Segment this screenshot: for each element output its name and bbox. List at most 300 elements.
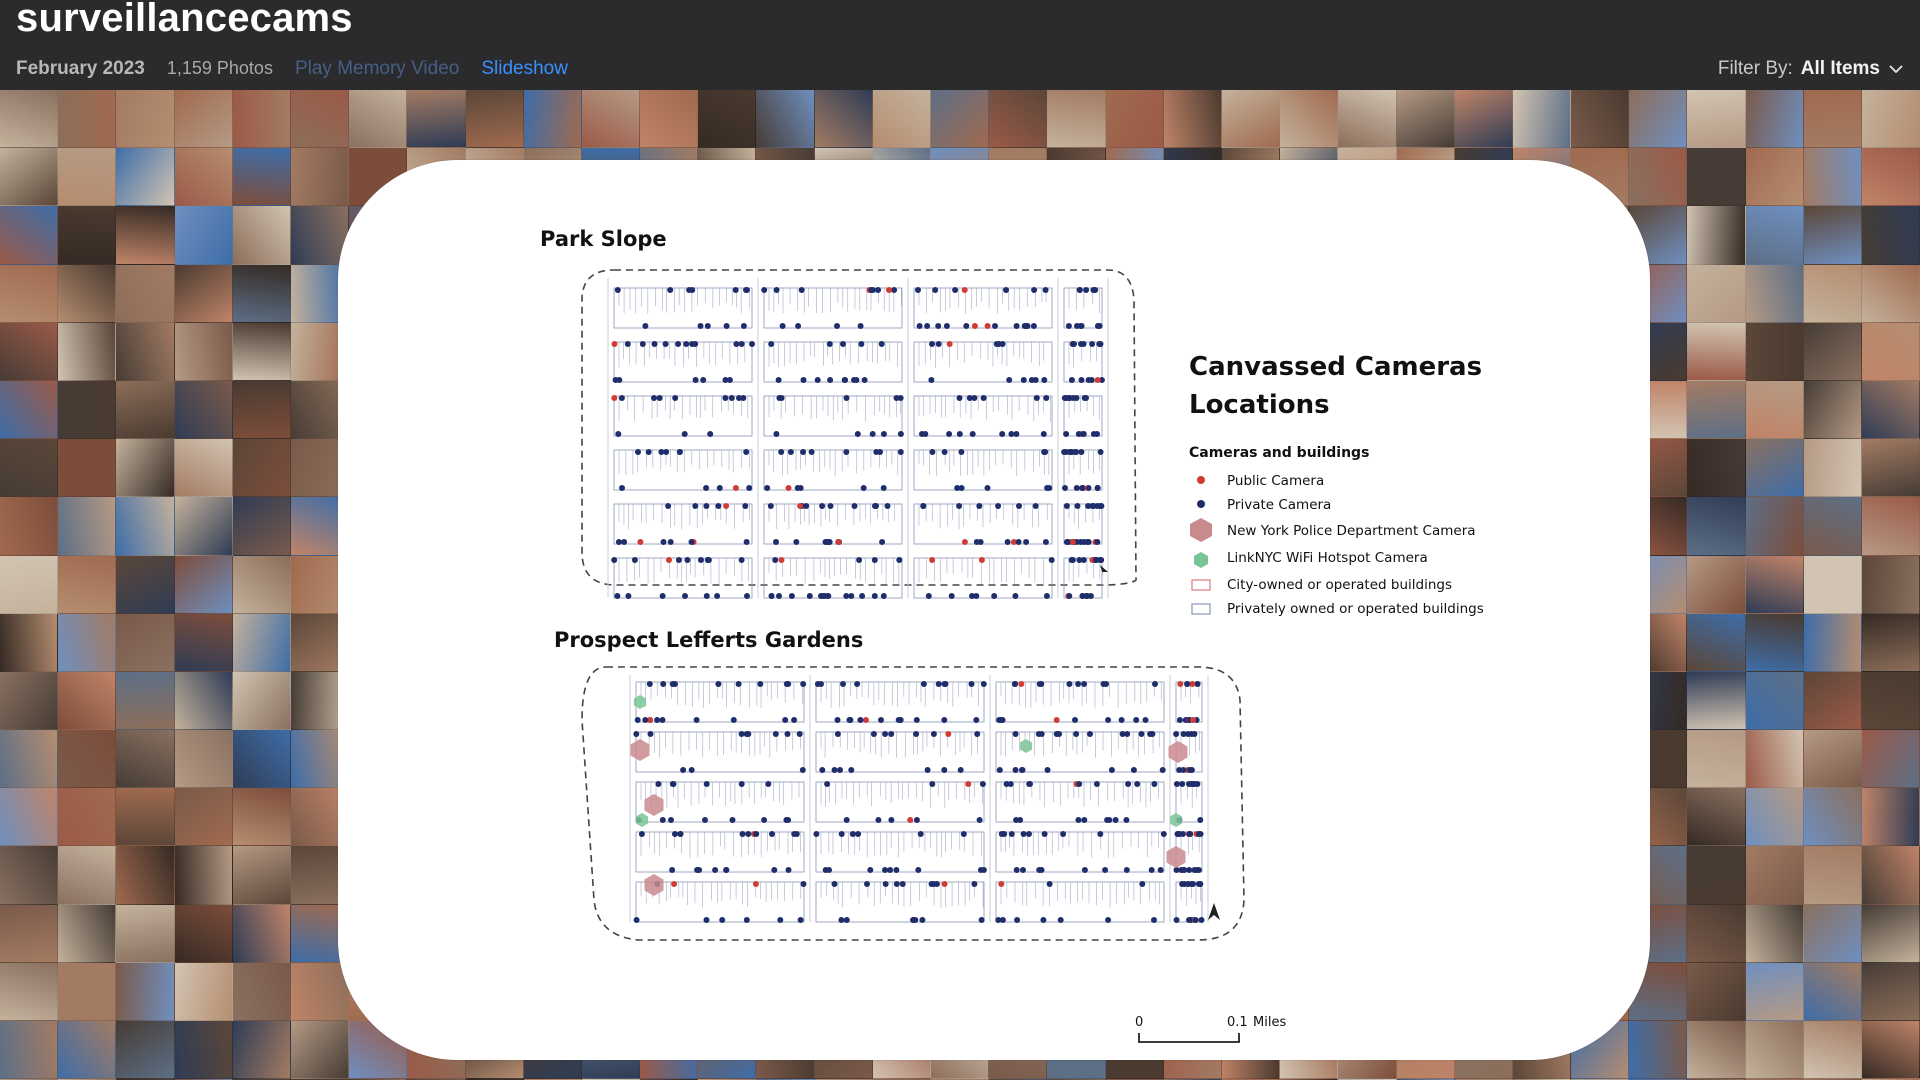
photo-thumbnail[interactable]: [1862, 90, 1920, 148]
photo-thumbnail[interactable]: [116, 206, 174, 264]
photo-thumbnail[interactable]: [1746, 846, 1804, 904]
private-camera-dot: [704, 917, 710, 923]
photo-thumbnail[interactable]: [233, 323, 291, 381]
hexagon-icon: [1190, 518, 1212, 542]
photo-thumbnail[interactable]: [175, 788, 233, 846]
private-camera-dot: [689, 767, 695, 773]
photo-thumbnail[interactable]: [0, 846, 58, 904]
private-camera-dot: [877, 449, 883, 455]
photo-thumbnail[interactable]: [58, 148, 116, 206]
photo-thumbnail[interactable]: [1687, 381, 1745, 439]
photo-thumbnail[interactable]: [0, 206, 58, 264]
private-camera-dot: [941, 767, 947, 773]
private-camera-dot: [832, 881, 838, 887]
photo-thumbnail[interactable]: [233, 439, 291, 497]
photo-thumbnail[interactable]: [58, 90, 116, 148]
private-camera-dot: [958, 767, 964, 773]
photo-thumbnail[interactable]: [0, 90, 58, 148]
private-camera-dot: [684, 557, 690, 563]
photo-thumbnail[interactable]: [1746, 730, 1804, 788]
linknyc-camera-hexagon: [1170, 813, 1182, 827]
photo-thumbnail[interactable]: [1746, 614, 1804, 672]
photo-thumbnail[interactable]: [1862, 905, 1920, 963]
private-camera-dot: [801, 881, 807, 887]
photo-thumbnail[interactable]: [1746, 206, 1804, 264]
photo-thumbnail[interactable]: [175, 497, 233, 555]
photo-thumbnail[interactable]: [1862, 323, 1920, 381]
private-camera-dot: [686, 287, 692, 293]
private-camera-dot: [1191, 781, 1197, 787]
photo-thumbnail[interactable]: [116, 730, 174, 788]
private-camera-dot: [1081, 681, 1087, 687]
photo-thumbnail[interactable]: [116, 905, 174, 963]
photo-thumbnail[interactable]: [1687, 148, 1745, 206]
photo-thumbnail[interactable]: [1804, 905, 1862, 963]
play-memory-video-button[interactable]: Play Memory Video: [294, 58, 460, 79]
photo-thumbnail[interactable]: [1862, 672, 1920, 730]
photo-thumbnail[interactable]: [233, 497, 291, 555]
private-camera-dot: [976, 503, 982, 509]
photo-thumbnail[interactable]: [233, 148, 291, 206]
photo-thumbnail[interactable]: [1804, 846, 1862, 904]
photo-thumbnail[interactable]: [116, 381, 174, 439]
photo-thumbnail[interactable]: [0, 1021, 58, 1079]
private-camera-dot: [779, 395, 785, 401]
private-camera-dot: [746, 485, 752, 491]
private-camera-dot: [723, 377, 729, 383]
private-camera-dot: [675, 341, 681, 347]
building-block: [614, 342, 752, 382]
photo-thumbnail[interactable]: [1862, 148, 1920, 206]
photo-thumbnail[interactable]: [233, 614, 291, 672]
private-camera-dot: [799, 287, 805, 293]
private-camera-dot: [971, 881, 977, 887]
photo-thumbnail[interactable]: [1862, 963, 1920, 1021]
private-camera-dot: [956, 503, 962, 509]
photo-thumbnail[interactable]: [233, 730, 291, 788]
photo-thumbnail[interactable]: [58, 381, 116, 439]
photo-thumbnail[interactable]: [175, 148, 233, 206]
photo-thumbnail[interactable]: [582, 90, 640, 148]
private-camera-dot: [856, 557, 862, 563]
private-camera-dot: [1196, 831, 1202, 837]
photo-thumbnail[interactable]: [233, 381, 291, 439]
photo-thumbnail[interactable]: [233, 206, 291, 264]
photo-thumbnail[interactable]: [1746, 963, 1804, 1021]
photo-thumbnail[interactable]: [1804, 206, 1862, 264]
photo-thumbnail[interactable]: [873, 90, 931, 148]
app-title: surveillancecams: [16, 0, 353, 40]
private-camera-dot: [661, 539, 667, 545]
private-camera-dot: [843, 593, 849, 599]
photo-thumbnail[interactable]: [931, 90, 989, 148]
photo-thumbnail[interactable]: [1804, 381, 1862, 439]
private-camera-dot: [1160, 767, 1166, 773]
private-camera-dot: [1069, 557, 1075, 563]
private-camera-dot: [749, 341, 755, 347]
slideshow-button[interactable]: Slideshow: [481, 58, 568, 79]
photo-thumbnail[interactable]: [1746, 265, 1804, 323]
private-camera-dot: [723, 867, 729, 873]
private-camera-dot: [875, 287, 881, 293]
photo-thumbnail[interactable]: [175, 439, 233, 497]
photo-thumbnail[interactable]: [1687, 846, 1745, 904]
private-camera-dot: [925, 767, 931, 773]
private-camera-dot: [739, 731, 745, 737]
private-camera-dot: [625, 341, 631, 347]
private-camera-dot: [929, 449, 935, 455]
photo-thumbnail[interactable]: [58, 846, 116, 904]
photo-thumbnail[interactable]: [1687, 1021, 1745, 1079]
private-camera-dot: [969, 593, 975, 599]
photo-thumbnail[interactable]: [1804, 672, 1862, 730]
photo-thumbnail[interactable]: [466, 90, 524, 148]
private-camera-dot: [824, 539, 830, 545]
photo-thumbnail[interactable]: [1862, 497, 1920, 555]
photo-thumbnail[interactable]: [1280, 90, 1338, 148]
photo-thumbnail[interactable]: [0, 381, 58, 439]
private-camera-dot: [667, 287, 673, 293]
photo-thumbnail[interactable]: [0, 730, 58, 788]
legend-linknyc-camera: LinkNYC WiFi Hotspot Camera: [1227, 550, 1428, 566]
private-camera-dot: [1073, 731, 1079, 737]
photo-thumbnail[interactable]: [58, 730, 116, 788]
photo-thumbnail[interactable]: [0, 556, 58, 614]
private-camera-dot: [672, 395, 678, 401]
private-camera-dot: [1174, 781, 1180, 787]
private-camera-dot: [715, 503, 721, 509]
photo-thumbnail[interactable]: [1746, 905, 1804, 963]
photo-thumbnail[interactable]: [1862, 788, 1920, 846]
photo-thumbnail[interactable]: [175, 1021, 233, 1079]
photo-thumbnail[interactable]: [1862, 556, 1920, 614]
photo-thumbnail[interactable]: [1746, 556, 1804, 614]
private-camera-dot: [780, 323, 786, 329]
private-camera-dot: [974, 731, 980, 737]
photo-thumbnail[interactable]: [1687, 905, 1745, 963]
private-camera-dot: [761, 287, 767, 293]
private-camera-dot: [826, 867, 832, 873]
photo-thumbnail[interactable]: [1397, 90, 1455, 148]
photo-thumbnail[interactable]: [116, 265, 174, 323]
photo-thumbnail[interactable]: [1862, 265, 1920, 323]
private-camera-dot: [1017, 817, 1023, 823]
private-camera-dot: [1038, 681, 1044, 687]
photo-thumbnail[interactable]: [233, 788, 291, 846]
green-hexagon-icon: [1194, 552, 1208, 568]
photo-thumbnail[interactable]: [233, 905, 291, 963]
photo-thumbnail[interactable]: [1746, 1021, 1804, 1079]
photo-thumbnail[interactable]: [1804, 323, 1862, 381]
private-camera-dot: [957, 395, 963, 401]
photo-thumbnail[interactable]: [407, 90, 465, 148]
photo-thumbnail[interactable]: [175, 381, 233, 439]
photo-thumbnail[interactable]: [58, 963, 116, 1021]
private-camera-dot: [683, 341, 689, 347]
photo-thumbnail[interactable]: [116, 323, 174, 381]
photo-thumbnail[interactable]: [1862, 206, 1920, 264]
photo-thumbnail[interactable]: [0, 323, 58, 381]
photo-thumbnail[interactable]: [58, 497, 116, 555]
photo-thumbnail[interactable]: [58, 1021, 116, 1079]
photo-thumbnail[interactable]: [116, 556, 174, 614]
private-camera-dot: [1078, 449, 1084, 455]
photo-thumbnail[interactable]: [1629, 90, 1687, 148]
private-camera-dot: [844, 395, 850, 401]
photo-thumbnail[interactable]: [1862, 439, 1920, 497]
photo-thumbnail[interactable]: [58, 206, 116, 264]
private-camera-dot: [995, 503, 1001, 509]
private-camera-dot: [1087, 731, 1093, 737]
public-camera-dot: [907, 817, 913, 823]
legend-private-camera: Private Camera: [1227, 497, 1332, 513]
photo-thumbnail[interactable]: [756, 90, 814, 148]
photo-thumbnail[interactable]: [1804, 148, 1862, 206]
private-camera-dot: [924, 323, 930, 329]
photo-thumbnail[interactable]: [349, 90, 407, 148]
photo-thumbnail[interactable]: [116, 1021, 174, 1079]
private-camera-dot: [1196, 881, 1202, 887]
photo-thumbnail[interactable]: [989, 90, 1047, 148]
private-camera-dot: [1014, 867, 1020, 873]
photo-thumbnail[interactable]: [116, 788, 174, 846]
photo-thumbnail[interactable]: [175, 730, 233, 788]
photo-thumbnail[interactable]: [1746, 788, 1804, 846]
private-camera-dot: [1081, 817, 1087, 823]
photo-thumbnail[interactable]: [1047, 90, 1105, 148]
photo-thumbnail[interactable]: [0, 963, 58, 1021]
photo-thumbnail[interactable]: [1804, 90, 1862, 148]
private-camera-dot: [881, 593, 887, 599]
private-camera-dot: [1001, 831, 1007, 837]
photo-thumbnail[interactable]: [0, 788, 58, 846]
public-camera-dot: [671, 881, 677, 887]
private-camera-dot: [1026, 831, 1032, 837]
private-camera-dot: [1006, 377, 1012, 383]
photo-thumbnail[interactable]: [1804, 730, 1862, 788]
photo-thumbnail[interactable]: [175, 963, 233, 1021]
legend-heading: Cameras and buildings: [1189, 445, 1370, 461]
private-camera-dot: [926, 593, 932, 599]
photo-thumbnail[interactable]: [233, 1021, 291, 1079]
private-camera-dot: [1191, 731, 1197, 737]
private-camera-dot: [703, 503, 709, 509]
photo-thumbnail[interactable]: [58, 614, 116, 672]
private-camera-dot: [1102, 867, 1108, 873]
photo-thumbnail[interactable]: [175, 206, 233, 264]
private-camera-dot: [915, 287, 921, 293]
private-camera-dot: [1076, 781, 1082, 787]
photo-thumbnail[interactable]: [1513, 90, 1571, 148]
photo-thumbnail[interactable]: [175, 905, 233, 963]
private-camera-dot: [885, 503, 891, 509]
private-camera-dot: [935, 323, 941, 329]
photo-thumbnail[interactable]: [175, 614, 233, 672]
private-camera-dot: [1070, 341, 1076, 347]
private-camera-dot: [958, 449, 964, 455]
photo-thumbnail[interactable]: [175, 323, 233, 381]
photo-thumbnail[interactable]: [1455, 90, 1513, 148]
photo-thumbnail[interactable]: [1687, 497, 1745, 555]
photo-thumbnail[interactable]: [1804, 963, 1862, 1021]
photo-thumbnail[interactable]: [1687, 265, 1745, 323]
photo-thumbnail[interactable]: [116, 439, 174, 497]
photo-thumbnail[interactable]: [1746, 323, 1804, 381]
photo-thumbnail[interactable]: [175, 672, 233, 730]
photo-thumbnail[interactable]: [1687, 323, 1745, 381]
photo-thumbnail[interactable]: [1804, 556, 1862, 614]
photo-thumbnail[interactable]: [58, 556, 116, 614]
photo-thumbnail[interactable]: [1746, 90, 1804, 148]
photo-thumbnail[interactable]: [116, 963, 174, 1021]
photo-thumbnail[interactable]: [0, 439, 58, 497]
private-camera-dot: [994, 341, 1000, 347]
photo-thumbnail[interactable]: [1804, 497, 1862, 555]
photo-thumbnail[interactable]: [1862, 381, 1920, 439]
photo-thumbnail[interactable]: [1687, 556, 1745, 614]
private-camera-dot: [668, 539, 674, 545]
photo-thumbnail[interactable]: [0, 614, 58, 672]
photo-thumbnail[interactable]: [1106, 90, 1164, 148]
photo-thumbnail[interactable]: [1687, 788, 1745, 846]
private-camera-dot: [658, 449, 664, 455]
photo-thumbnail[interactable]: [1746, 497, 1804, 555]
private-camera-dot: [791, 717, 797, 723]
photo-thumbnail[interactable]: [233, 846, 291, 904]
scale-bar: [1139, 1033, 1239, 1042]
filter-dropdown[interactable]: [1718, 58, 1904, 80]
building-block: [1176, 882, 1202, 922]
private-camera-dot: [660, 717, 666, 723]
private-camera-dot: [1097, 831, 1103, 837]
private-camera-dot: [744, 539, 750, 545]
photo-thumbnail[interactable]: [1862, 730, 1920, 788]
photo-thumbnail[interactable]: [175, 90, 233, 148]
scale-zero: 0: [1135, 1015, 1144, 1030]
photo-thumbnail[interactable]: [1862, 846, 1920, 904]
photo-thumbnail[interactable]: [1164, 90, 1222, 148]
photo-thumbnail[interactable]: [524, 90, 582, 148]
photo-thumbnail[interactable]: [0, 672, 58, 730]
photo-thumbnail[interactable]: [116, 846, 174, 904]
map-photo[interactable]: [338, 160, 1650, 1060]
photo-thumbnail[interactable]: [1222, 90, 1280, 148]
private-camera-dot: [1094, 431, 1100, 437]
photo-thumbnail[interactable]: [1687, 730, 1745, 788]
private-camera-dot: [800, 767, 806, 773]
private-camera-dot: [1031, 323, 1037, 329]
private-camera-dot: [1077, 287, 1083, 293]
photo-thumbnail[interactable]: [58, 788, 116, 846]
photo-thumbnail[interactable]: [1746, 439, 1804, 497]
photo-thumbnail[interactable]: [233, 90, 291, 148]
photo-thumbnail[interactable]: [1338, 90, 1396, 148]
private-camera-dot: [1066, 593, 1072, 599]
photo-thumbnail[interactable]: [233, 672, 291, 730]
private-camera-dot: [1177, 717, 1183, 723]
photo-thumbnail[interactable]: [116, 672, 174, 730]
private-camera-dot: [1079, 485, 1085, 491]
photo-thumbnail[interactable]: [1862, 614, 1920, 672]
photo-thumbnail[interactable]: [1746, 672, 1804, 730]
photo-thumbnail[interactable]: [233, 963, 291, 1021]
private-camera-dot: [788, 449, 794, 455]
photo-thumbnail[interactable]: [640, 90, 698, 148]
photo-thumbnail[interactable]: [116, 614, 174, 672]
private-camera-dot: [773, 431, 779, 437]
photo-thumbnail[interactable]: [0, 497, 58, 555]
building-block: [1064, 288, 1102, 328]
photo-thumbnail[interactable]: [1804, 439, 1862, 497]
photo-thumbnail[interactable]: [1804, 265, 1862, 323]
photo-thumbnail[interactable]: [1687, 672, 1745, 730]
photo-thumbnail[interactable]: [58, 439, 116, 497]
plg-blocks: [630, 675, 1208, 922]
photo-thumbnail[interactable]: [58, 265, 116, 323]
photo-thumbnail[interactable]: [698, 90, 756, 148]
private-camera-dot: [1022, 323, 1028, 329]
photo-thumbnail[interactable]: [1804, 614, 1862, 672]
private-camera-dot: [800, 681, 806, 687]
photo-thumbnail[interactable]: [1804, 788, 1862, 846]
private-camera-dot: [970, 431, 976, 437]
private-camera-dot: [840, 341, 846, 347]
photo-thumbnail[interactable]: [1571, 90, 1629, 148]
private-camera-dot: [705, 323, 711, 329]
photo-thumbnail[interactable]: [1862, 1021, 1920, 1079]
photo-thumbnail[interactable]: [1746, 148, 1804, 206]
private-camera-dot: [835, 717, 841, 723]
photo-thumbnail[interactable]: [58, 323, 116, 381]
photo-thumbnail[interactable]: [116, 148, 174, 206]
private-camera-dot: [639, 831, 645, 837]
private-camera-dot: [1174, 917, 1180, 923]
photo-thumbnail[interactable]: [175, 556, 233, 614]
photo-thumbnail[interactable]: [233, 556, 291, 614]
photo-thumbnail[interactable]: [291, 90, 349, 148]
photo-thumbnail[interactable]: [233, 265, 291, 323]
private-camera-dot: [1187, 767, 1193, 773]
photo-thumbnail[interactable]: [58, 672, 116, 730]
photo-thumbnail[interactable]: [0, 265, 58, 323]
photo-thumbnail[interactable]: [1687, 963, 1745, 1021]
photo-thumbnail[interactable]: [1687, 90, 1745, 148]
building-block: [996, 782, 1164, 822]
photo-thumbnail[interactable]: [175, 846, 233, 904]
photo-thumbnail[interactable]: [1687, 439, 1745, 497]
photo-thumbnail[interactable]: [0, 905, 58, 963]
photo-thumbnail[interactable]: [1687, 614, 1745, 672]
private-camera-dot: [693, 377, 699, 383]
photo-thumbnail[interactable]: [116, 90, 174, 148]
public-camera-dot: [1018, 681, 1024, 687]
private-camera-dot: [936, 681, 942, 687]
photo-thumbnail[interactable]: [0, 148, 58, 206]
building-block: [996, 682, 1164, 722]
photo-thumbnail[interactable]: [815, 90, 873, 148]
photo-thumbnail[interactable]: [58, 905, 116, 963]
photo-thumbnail[interactable]: [1687, 206, 1745, 264]
photo-thumbnail[interactable]: [1804, 1021, 1862, 1079]
photo-thumbnail[interactable]: [116, 497, 174, 555]
photo-thumbnail[interactable]: [175, 265, 233, 323]
photo-thumbnail[interactable]: [1746, 381, 1804, 439]
private-camera-dot: [896, 557, 902, 563]
private-camera-dot: [1092, 287, 1098, 293]
private-camera-dot: [838, 917, 844, 923]
private-camera-dot: [864, 881, 870, 887]
private-camera-dot: [1058, 917, 1064, 923]
